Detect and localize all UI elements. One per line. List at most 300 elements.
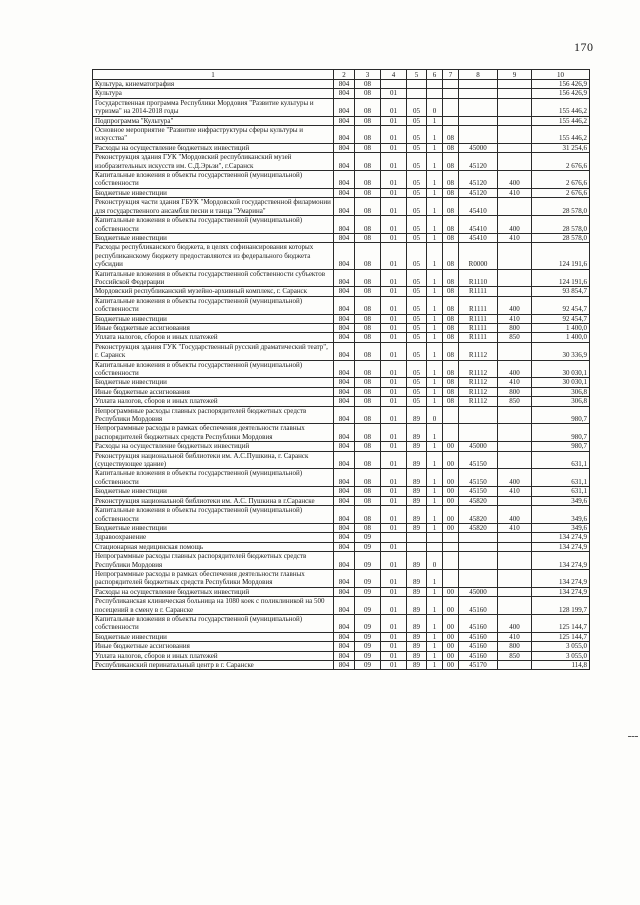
row-section-cell: 08: [355, 243, 381, 269]
table-row: [93, 542, 590, 551]
row-expense-type-cell: [498, 661, 532, 670]
row-activity-cell: 00: [443, 587, 459, 596]
table-row: [93, 243, 590, 269]
table-row: [93, 387, 590, 396]
row-subprogram-cell: 1: [427, 323, 443, 332]
row-section-cell: 08: [355, 333, 381, 342]
row-amount-cell: 155 446,2: [532, 126, 590, 144]
header-cell: 9: [498, 70, 532, 80]
table-row: [93, 143, 590, 152]
row-activity-cell: 08: [443, 378, 459, 387]
row-program-cell: 89: [407, 523, 427, 532]
row-section-cell: 09: [355, 614, 381, 632]
row-section-cell: 09: [355, 569, 381, 587]
row-section-cell: 08: [355, 296, 381, 314]
row-admin-code-cell: 804: [334, 116, 355, 125]
row-direction-cell: R1112: [459, 397, 498, 406]
row-expense-type-cell: 410: [498, 632, 532, 641]
row-amount-cell: 134 274,9: [532, 533, 590, 542]
row-subsection-cell: 01: [381, 171, 407, 189]
row-direction-cell: 45170: [459, 661, 498, 670]
row-admin-code-cell: 804: [334, 469, 355, 487]
row-subsection-cell: 01: [381, 360, 407, 378]
row-activity-cell: 08: [443, 269, 459, 287]
row-name-cell: Капитальные вложения в объекты государственной (муниципальной) собственности: [93, 614, 334, 632]
row-expense-type-cell: 850: [498, 651, 532, 660]
table-row: [93, 397, 590, 406]
header-cell: 8: [459, 70, 498, 80]
table-row: [93, 323, 590, 332]
row-subsection-cell: 01: [381, 188, 407, 197]
row-activity-cell: 00: [443, 451, 459, 469]
table-row: [93, 116, 590, 125]
row-direction-cell: R1110: [459, 269, 498, 287]
row-subprogram-cell: 1: [427, 269, 443, 287]
row-program-cell: 05: [407, 171, 427, 189]
row-amount-cell: 114,8: [532, 661, 590, 670]
row-amount-cell: 980,7: [532, 424, 590, 442]
row-name-cell: Мордовский республиканский музейно-архивный комплекс, г. Саранск: [93, 287, 334, 296]
row-program-cell: 05: [407, 333, 427, 342]
row-program-cell: 05: [407, 116, 427, 125]
row-section-cell: 08: [355, 98, 381, 116]
row-name-cell: Капитальные вложения в объекты государственной собственности субъектов Российской Федерации: [93, 269, 334, 287]
row-subsection-cell: 01: [381, 632, 407, 641]
row-direction-cell: 45160: [459, 597, 498, 615]
row-expense-type-cell: 850: [498, 397, 532, 406]
row-subsection-cell: 01: [381, 597, 407, 615]
row-name-cell: Уплата налогов, сборов и иных платежей: [93, 651, 334, 660]
row-name-cell: Расходы на осуществление бюджетных инвестиций: [93, 143, 334, 152]
row-direction-cell: 45120: [459, 171, 498, 189]
row-activity-cell: [443, 98, 459, 116]
row-direction-cell: R1111: [459, 287, 498, 296]
row-subsection-cell: 01: [381, 661, 407, 670]
row-program-cell: 89: [407, 552, 427, 570]
row-activity-cell: 08: [443, 171, 459, 189]
row-program-cell: 89: [407, 496, 427, 505]
row-expense-type-cell: 400: [498, 171, 532, 189]
row-subprogram-cell: 0: [427, 98, 443, 116]
row-amount-cell: 349,6: [532, 523, 590, 532]
row-admin-code-cell: 804: [334, 269, 355, 287]
row-amount-cell: 306,8: [532, 397, 590, 406]
row-expense-type-cell: [498, 153, 532, 171]
row-activity-cell: [443, 542, 459, 551]
header-cell: 1: [93, 70, 334, 80]
row-admin-code-cell: 804: [334, 333, 355, 342]
row-subprogram-cell: 1: [427, 198, 443, 216]
row-program-cell: [407, 89, 427, 98]
row-amount-cell: 28 578,0: [532, 216, 590, 234]
row-direction-cell: 45000: [459, 587, 498, 596]
row-amount-cell: 2 676,6: [532, 153, 590, 171]
row-subsection-cell: 01: [381, 342, 407, 360]
row-subprogram-cell: [427, 80, 443, 89]
row-amount-cell: 156 426,9: [532, 89, 590, 98]
row-amount-cell: 125 144,7: [532, 632, 590, 641]
row-amount-cell: 125 144,7: [532, 614, 590, 632]
row-name-cell: Иные бюджетные ассигнования: [93, 642, 334, 651]
row-admin-code-cell: 804: [334, 80, 355, 89]
row-activity-cell: 08: [443, 296, 459, 314]
row-subsection-cell: 01: [381, 442, 407, 451]
row-subprogram-cell: 1: [427, 642, 443, 651]
row-direction-cell: 45820: [459, 496, 498, 505]
row-amount-cell: 155 446,2: [532, 98, 590, 116]
row-subsection-cell: 01: [381, 587, 407, 596]
row-name-cell: Капитальные вложения в объекты государственной (муниципальной) собственности: [93, 171, 334, 189]
row-amount-cell: 31 254,6: [532, 143, 590, 152]
row-expense-type-cell: 410: [498, 314, 532, 323]
row-expense-type-cell: 400: [498, 506, 532, 524]
row-direction-cell: R1112: [459, 342, 498, 360]
row-admin-code-cell: 804: [334, 533, 355, 542]
row-section-cell: 08: [355, 496, 381, 505]
row-program-cell: 89: [407, 451, 427, 469]
row-subsection-cell: 01: [381, 496, 407, 505]
row-section-cell: 08: [355, 451, 381, 469]
row-activity-cell: 08: [443, 216, 459, 234]
table-row: [93, 533, 590, 542]
row-expense-type-cell: 400: [498, 216, 532, 234]
row-program-cell: 05: [407, 378, 427, 387]
row-direction-cell: 45150: [459, 487, 498, 496]
row-amount-cell: 124 191,6: [532, 269, 590, 287]
row-subsection-cell: 01: [381, 323, 407, 332]
table-row: [93, 296, 590, 314]
row-activity-cell: 00: [443, 614, 459, 632]
table-row: [93, 597, 590, 615]
row-subsection-cell: 01: [381, 243, 407, 269]
header-cell: 7: [443, 70, 459, 80]
row-program-cell: 89: [407, 632, 427, 641]
table-row: [93, 442, 590, 451]
row-direction-cell: 45410: [459, 233, 498, 242]
row-program-cell: 05: [407, 216, 427, 234]
row-activity-cell: 08: [443, 397, 459, 406]
table-row: [93, 651, 590, 660]
row-subsection-cell: 01: [381, 314, 407, 323]
row-subprogram-cell: 1: [427, 296, 443, 314]
row-activity-cell: 08: [443, 387, 459, 396]
row-admin-code-cell: 804: [334, 98, 355, 116]
row-name-cell: Непрограммные расходы в рамках обеспечения деятельности главных распорядителей бюджетных средств Республики Мордовия: [93, 569, 334, 587]
row-direction-cell: R1112: [459, 360, 498, 378]
row-subsection-cell: 01: [381, 552, 407, 570]
row-subsection-cell: 01: [381, 153, 407, 171]
row-expense-type-cell: [498, 89, 532, 98]
row-program-cell: 05: [407, 296, 427, 314]
row-amount-cell: 631,1: [532, 487, 590, 496]
row-name-cell: Расходы республиканского бюджета, в целях софинансирования которых республиканскому бюджету предоставляются из федерального бюджета субсидии: [93, 243, 334, 269]
row-program-cell: 89: [407, 487, 427, 496]
row-subsection-cell: 01: [381, 614, 407, 632]
row-subprogram-cell: 1: [427, 569, 443, 587]
row-admin-code-cell: 804: [334, 651, 355, 660]
row-activity-cell: 00: [443, 523, 459, 532]
row-admin-code-cell: 804: [334, 387, 355, 396]
row-subprogram-cell: 1: [427, 216, 443, 234]
row-section-cell: 09: [355, 552, 381, 570]
row-subsection-cell: 01: [381, 296, 407, 314]
row-activity-cell: [443, 533, 459, 542]
row-name-cell: Бюджетные инвестиции: [93, 632, 334, 641]
row-subprogram-cell: 1: [427, 378, 443, 387]
row-amount-cell: 134 274,9: [532, 587, 590, 596]
row-subprogram-cell: 1: [427, 314, 443, 323]
row-subprogram-cell: 1: [427, 523, 443, 532]
row-admin-code-cell: 804: [334, 233, 355, 242]
row-section-cell: 08: [355, 188, 381, 197]
row-subprogram-cell: 1: [427, 333, 443, 342]
row-subprogram-cell: 1: [427, 632, 443, 641]
row-expense-type-cell: [498, 143, 532, 152]
row-expense-type-cell: 400: [498, 360, 532, 378]
row-amount-cell: 631,1: [532, 469, 590, 487]
row-admin-code-cell: 804: [334, 587, 355, 596]
row-expense-type-cell: 410: [498, 487, 532, 496]
row-expense-type-cell: [498, 542, 532, 551]
row-subsection-cell: 01: [381, 397, 407, 406]
row-activity-cell: 00: [443, 651, 459, 660]
row-direction-cell: [459, 80, 498, 89]
row-direction-cell: [459, 542, 498, 551]
row-activity-cell: 08: [443, 153, 459, 171]
row-subsection-cell: 01: [381, 523, 407, 532]
row-section-cell: 08: [355, 80, 381, 89]
row-name-cell: Капитальные вложения в объекты государственной (муниципальной) собственности: [93, 360, 334, 378]
row-admin-code-cell: 804: [334, 642, 355, 651]
row-admin-code-cell: 804: [334, 487, 355, 496]
row-program-cell: 89: [407, 442, 427, 451]
row-program-cell: 89: [407, 406, 427, 424]
row-section-cell: 08: [355, 89, 381, 98]
row-program-cell: 89: [407, 587, 427, 596]
row-direction-cell: R1111: [459, 323, 498, 332]
row-expense-type-cell: 400: [498, 469, 532, 487]
row-program-cell: 05: [407, 323, 427, 332]
table-row: [93, 424, 590, 442]
row-amount-cell: 306,8: [532, 387, 590, 396]
row-section-cell: 08: [355, 406, 381, 424]
row-direction-cell: 45150: [459, 469, 498, 487]
row-admin-code-cell: 804: [334, 661, 355, 670]
row-name-cell: Непрограммные расходы в рамках обеспечения деятельности главных распорядителей бюджетных средств Республики Мордовия: [93, 424, 334, 442]
row-amount-cell: 93 854,7: [532, 287, 590, 296]
row-amount-cell: 156 426,9: [532, 80, 590, 89]
table-row: [93, 287, 590, 296]
row-subsection-cell: 01: [381, 542, 407, 551]
row-activity-cell: [443, 406, 459, 424]
row-program-cell: 05: [407, 387, 427, 396]
row-admin-code-cell: 804: [334, 597, 355, 615]
row-subprogram-cell: 1: [427, 469, 443, 487]
row-direction-cell: R1111: [459, 296, 498, 314]
row-subprogram-cell: 1: [427, 243, 443, 269]
row-direction-cell: 45410: [459, 216, 498, 234]
row-name-cell: Капитальные вложения в объекты государственной (муниципальной) собственности: [93, 296, 334, 314]
row-name-cell: Республиканский перинатальный центр в г. Саранске: [93, 661, 334, 670]
row-program-cell: 05: [407, 188, 427, 197]
row-subsection-cell: 01: [381, 216, 407, 234]
row-name-cell: Реконструкция здания ГУК "Государственный русский драматический театр", г. Саранск: [93, 342, 334, 360]
row-expense-type-cell: [498, 243, 532, 269]
header-row: [93, 70, 590, 80]
row-name-cell: Бюджетные инвестиции: [93, 487, 334, 496]
row-section-cell: 08: [355, 360, 381, 378]
row-activity-cell: 08: [443, 233, 459, 242]
row-section-cell: 09: [355, 533, 381, 542]
row-direction-cell: 45160: [459, 632, 498, 641]
row-expense-type-cell: [498, 98, 532, 116]
row-direction-cell: 45160: [459, 651, 498, 660]
row-amount-cell: 30 030,1: [532, 360, 590, 378]
row-subsection-cell: 01: [381, 451, 407, 469]
row-section-cell: 08: [355, 442, 381, 451]
row-expense-type-cell: 410: [498, 233, 532, 242]
row-expense-type-cell: [498, 597, 532, 615]
table-row: [93, 506, 590, 524]
row-admin-code-cell: 804: [334, 569, 355, 587]
row-subprogram-cell: 1: [427, 614, 443, 632]
row-program-cell: 05: [407, 269, 427, 287]
table-row: [93, 89, 590, 98]
row-program-cell: 05: [407, 198, 427, 216]
row-subprogram-cell: 1: [427, 342, 443, 360]
row-admin-code-cell: 804: [334, 397, 355, 406]
row-name-cell: Капитальные вложения в объекты государственной (муниципальной) собственности: [93, 216, 334, 234]
row-expense-type-cell: 800: [498, 323, 532, 332]
row-admin-code-cell: 804: [334, 542, 355, 551]
row-admin-code-cell: 804: [334, 342, 355, 360]
row-name-cell: Непрограммные расходы главных распорядителей бюджетных средств Республики Мордовия: [93, 552, 334, 570]
row-name-cell: Реконструкция части здания ГБУК "Мордовской государственной филармонии для государственного ансамбля песни и танца "Умарина": [93, 198, 334, 216]
row-admin-code-cell: 804: [334, 188, 355, 197]
row-direction-cell: R1111: [459, 333, 498, 342]
row-expense-type-cell: 400: [498, 614, 532, 632]
row-subsection-cell: 01: [381, 487, 407, 496]
scan-edge-mark: [628, 736, 638, 738]
row-subsection-cell: 01: [381, 378, 407, 387]
row-activity-cell: 00: [443, 597, 459, 615]
row-direction-cell: R0000: [459, 243, 498, 269]
row-admin-code-cell: 804: [334, 506, 355, 524]
row-section-cell: 08: [355, 143, 381, 152]
table-row: [93, 333, 590, 342]
row-subsection-cell: 01: [381, 406, 407, 424]
row-activity-cell: [443, 89, 459, 98]
row-name-cell: Бюджетные инвестиции: [93, 314, 334, 323]
table-row: [93, 80, 590, 89]
row-program-cell: 05: [407, 233, 427, 242]
row-activity-cell: 08: [443, 333, 459, 342]
row-name-cell: Расходы на осуществление бюджетных инвестиций: [93, 587, 334, 596]
row-program-cell: 89: [407, 661, 427, 670]
row-name-cell: Уплата налогов, сборов и иных платежей: [93, 333, 334, 342]
row-subprogram-cell: 1: [427, 287, 443, 296]
row-activity-cell: 08: [443, 342, 459, 360]
table-row: [93, 378, 590, 387]
row-direction-cell: [459, 552, 498, 570]
table-row: [93, 171, 590, 189]
row-name-cell: Уплата налогов, сборов и иных платежей: [93, 397, 334, 406]
row-section-cell: 08: [355, 387, 381, 396]
row-section-cell: 08: [355, 269, 381, 287]
row-admin-code-cell: 804: [334, 143, 355, 152]
row-name-cell: Государственная программа Республики Мордовия "Развитие культуры и туризма" на 2014-2018 годы: [93, 98, 334, 116]
row-amount-cell: 980,7: [532, 442, 590, 451]
table-row: [93, 153, 590, 171]
row-admin-code-cell: 804: [334, 451, 355, 469]
row-subprogram-cell: 1: [427, 360, 443, 378]
header-cell: 6: [427, 70, 443, 80]
row-expense-type-cell: [498, 442, 532, 451]
row-subprogram-cell: [427, 89, 443, 98]
row-amount-cell: 980,7: [532, 406, 590, 424]
header-cell: 5: [407, 70, 427, 80]
row-expense-type-cell: 400: [498, 296, 532, 314]
row-program-cell: 89: [407, 469, 427, 487]
row-expense-type-cell: [498, 496, 532, 505]
row-program-cell: 89: [407, 424, 427, 442]
row-amount-cell: 134 274,9: [532, 569, 590, 587]
row-direction-cell: [459, 533, 498, 542]
table-row: [93, 342, 590, 360]
row-admin-code-cell: 804: [334, 216, 355, 234]
row-name-cell: Бюджетные инвестиции: [93, 233, 334, 242]
row-activity-cell: 00: [443, 487, 459, 496]
row-amount-cell: 1 400,0: [532, 323, 590, 332]
table-row: [93, 216, 590, 234]
row-admin-code-cell: 804: [334, 442, 355, 451]
row-name-cell: Бюджетные инвестиции: [93, 378, 334, 387]
row-expense-type-cell: 850: [498, 333, 532, 342]
row-direction-cell: R1111: [459, 314, 498, 323]
row-activity-cell: 00: [443, 506, 459, 524]
row-activity-cell: 00: [443, 469, 459, 487]
row-name-cell: Подпрограмма "Культура": [93, 116, 334, 125]
row-program-cell: 89: [407, 506, 427, 524]
row-direction-cell: 45120: [459, 188, 498, 197]
row-amount-cell: 30 030,1: [532, 378, 590, 387]
row-subprogram-cell: 0: [427, 406, 443, 424]
row-direction-cell: R1112: [459, 378, 498, 387]
row-admin-code-cell: 804: [334, 296, 355, 314]
header-cell: 10: [532, 70, 590, 80]
row-amount-cell: 134 274,9: [532, 542, 590, 551]
row-subprogram-cell: 1: [427, 126, 443, 144]
row-section-cell: 09: [355, 642, 381, 651]
row-amount-cell: 2 676,6: [532, 188, 590, 197]
row-section-cell: 09: [355, 632, 381, 641]
row-section-cell: 08: [355, 126, 381, 144]
row-activity-cell: 00: [443, 661, 459, 670]
table-row: [93, 98, 590, 116]
row-amount-cell: 30 336,9: [532, 342, 590, 360]
table-row: [93, 360, 590, 378]
row-expense-type-cell: [498, 198, 532, 216]
row-admin-code-cell: 804: [334, 632, 355, 641]
row-subprogram-cell: 1: [427, 424, 443, 442]
row-section-cell: 08: [355, 323, 381, 332]
table-row: [93, 632, 590, 641]
row-expense-type-cell: [498, 80, 532, 89]
row-section-cell: 08: [355, 342, 381, 360]
row-expense-type-cell: [498, 406, 532, 424]
table-row: [93, 126, 590, 144]
row-subprogram-cell: 1: [427, 116, 443, 125]
